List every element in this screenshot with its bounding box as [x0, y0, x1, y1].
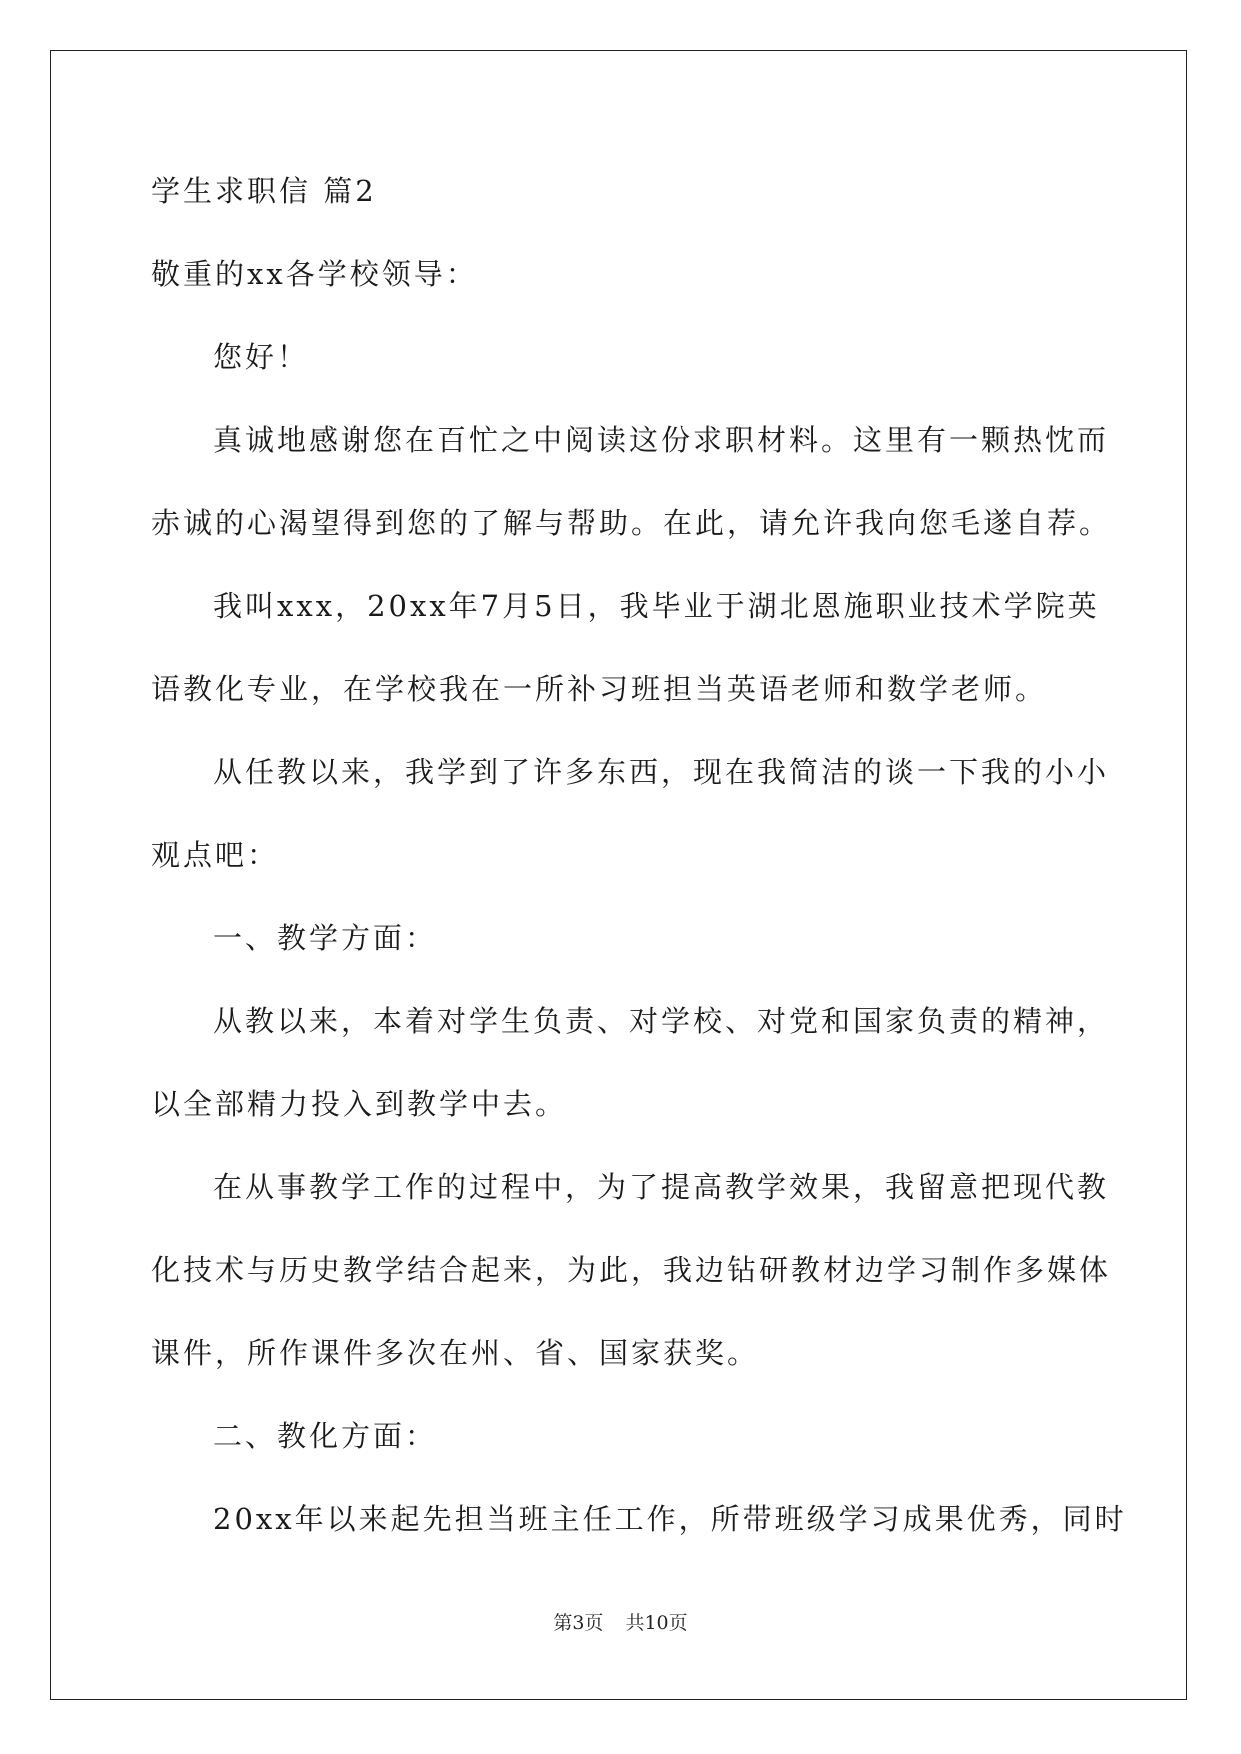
salutation: 敬重的xx各学校领导： [151, 257, 478, 291]
paragraph-line: 真诚地感谢您在百忙之中阅读这份求职材料。这里有一颗热忱而 [213, 423, 1110, 457]
paragraph-line: 从教以来，本着对学生负责、对学校、对党和国家负责的精神， [213, 1004, 1110, 1038]
page-total: 共10页 [625, 1612, 688, 1634]
greeting: 您好！ [213, 340, 310, 374]
paragraph-line: 赤诚的心渴望得到您的了解与帮助。在此，请允许我向您毛遂自荐。 [151, 506, 1112, 540]
paragraph-line: 20xx年以来起先担当班主任工作，所带班级学习成果优秀，同时 [213, 1502, 1127, 1536]
paragraph-line: 从任教以来，我学到了许多东西，现在我简洁的谈一下我的小小 [213, 755, 1110, 789]
paragraph-line: 我叫xxx，20xx年7月5日，我毕业于湖北恩施职业技术学院英 [213, 589, 1100, 623]
paragraph-line: 观点吧： [151, 838, 280, 872]
section-heading: 二、教化方面： [213, 1419, 438, 1453]
paragraph-line: 化技术与历史教学结合起来，为此，我边钻研教材边学习制作多媒体 [151, 1253, 1112, 1287]
page-number: 第3页 [553, 1612, 604, 1634]
paragraph-line: 在从事教学工作的过程中，为了提高教学效果，我留意把现代教 [213, 1170, 1110, 1204]
doc-title: 学生求职信 篇2 [151, 174, 377, 208]
page-footer [0, 1611, 1241, 1635]
paragraph-line: 课件，所作课件多次在州、省、国家获奖。 [151, 1336, 760, 1370]
paragraph-line: 语教化专业，在学校我在一所补习班担当英语老师和数学老师。 [151, 672, 1048, 706]
section-heading: 一、教学方面： [213, 921, 438, 955]
paragraph-line: 以全部精力投入到教学中去。 [151, 1087, 568, 1121]
